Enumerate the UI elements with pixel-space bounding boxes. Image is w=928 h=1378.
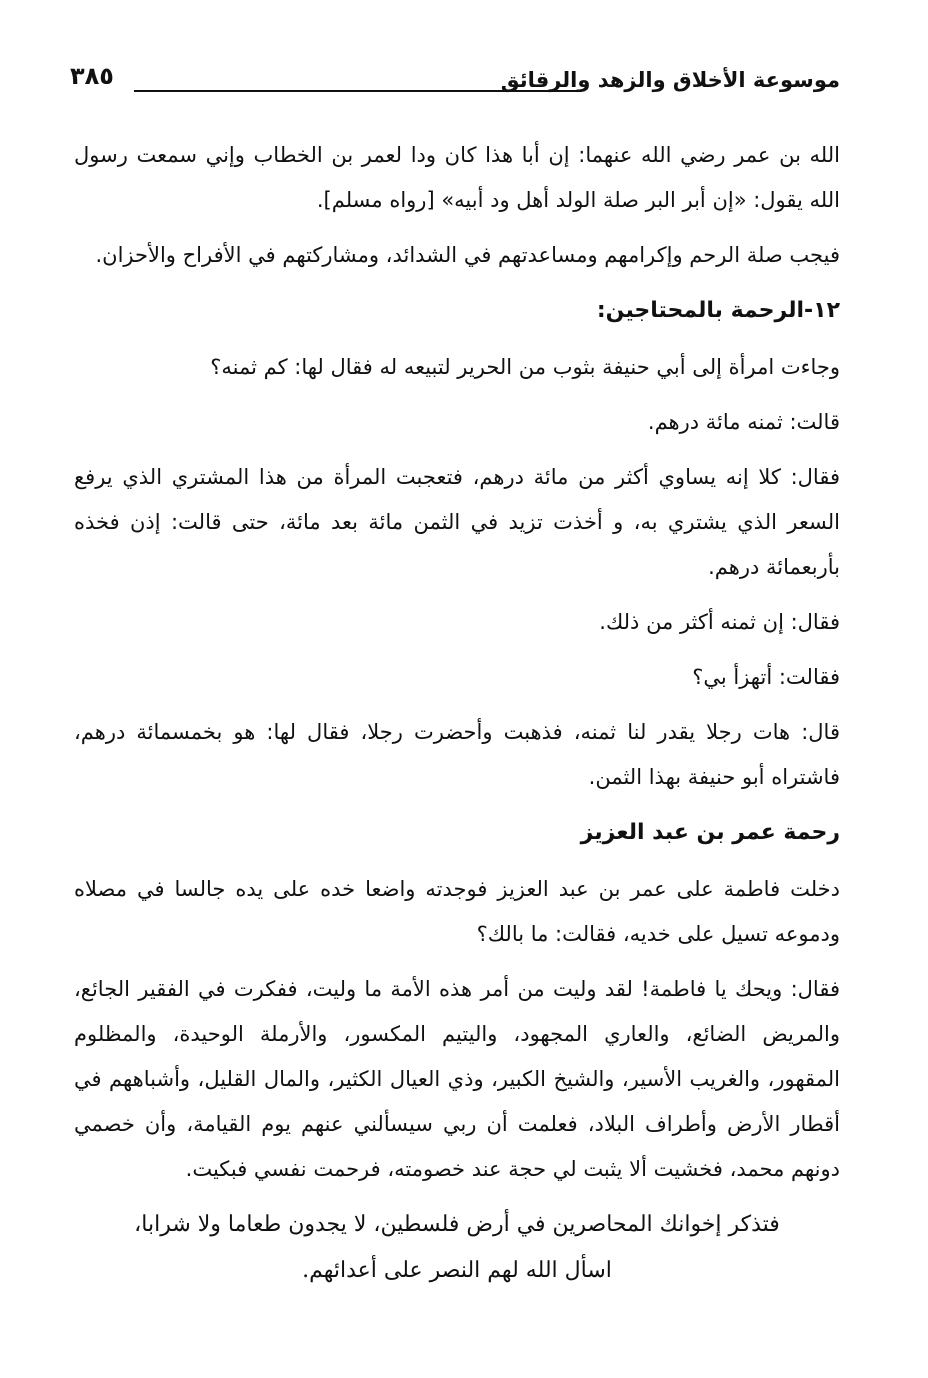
section-heading: رحمة عمر بن عبد العزيز (580, 820, 840, 845)
closing-line: اسأل الله لهم النصر على أعدائهم. (302, 1258, 612, 1283)
paragraph: وجاءت امرأة إلى أبي حنيفة بثوب من الحرير لتبيعه له فقال لها: كم ثمنه؟ (210, 355, 840, 379)
paragraph: فقال: إن ثمنه أكثر من ذلك. (599, 610, 840, 634)
section-heading: ١٢-الرحمة بالمحتاجين: (596, 298, 840, 323)
paragraph: فقالت: أتهزأ بي؟ (692, 665, 840, 689)
book-title: موسوعة الأخلاق والزهد والرقائق (500, 68, 840, 92)
page-number: ٣٨٥ (70, 62, 114, 90)
paragraph: قال: هات رجلا يقدر لنا ثمنه، فذهبت وأحضرت رجلا، فقال لها: هو بخمسمائة درهم، فاشتراه أبو حنيفة بهذا الثمن. (74, 720, 840, 789)
header-rule (134, 90, 582, 92)
running-header (70, 62, 840, 102)
paragraph: الله بن عمر رضي الله عنهما: إن أبا هذا كان ودا لعمر بن الخطاب وإني سمعت رسول الله يقول: «إن أبر البر صلة الولد أهل ود أبيه» [رواه مسلم]. (74, 143, 840, 212)
page-body (74, 133, 840, 1294)
paragraph: فيجب صلة الرحم وإكرامهم ومساعدتهم في الشدائد، ومشاركتهم في الأفراح والأحزان. (95, 243, 840, 267)
paragraph: قالت: ثمنه مائة درهم. (647, 410, 840, 434)
closing-line: فتذكر إخوانك المحاصرين في أرض فلسطين، لا يجدون طعاما ولا شرابا، (134, 1212, 780, 1237)
closing-prayer (74, 1202, 840, 1294)
paragraph: فقال: كلا إنه يساوي أكثر من مائة درهم، فتعجبت المرأة من هذا المشتري الذي يرفع السعر الذي يشتري به، و أخذت تزيد في الثمن مائة بعد مائة، حتى قالت: إذن فخذه بأربعمائة درهم. (74, 465, 840, 579)
paragraph: فقال: ويحك يا فاطمة! لقد وليت من أمر هذه الأمة ما وليت، ففكرت في الفقير الجائع، والمريض الضائع، والعاري المجهود، واليتيم المكسور، والأرملة الوحيدة، والمظلوم المقهور، والغريب الأسير، والشيخ الكبير، وذي العيال الكثير، والمال القليل، وأشباههم في أقطار الأرض وأطراف البلاد، فعلمت أن ربي سيسألني عنهم يوم القيامة، وأن خصمي دونهم محمد، فخشيت ألا يثبت لي حجة عند خصومته، فرحمت نفسي فبكيت. (74, 977, 840, 1181)
paragraph: دخلت فاطمة على عمر بن عبد العزيز فوجدته واضعا خده على يده جالسا في مصلاه ودموعه تسيل على خديه، فقالت: ما بالك؟ (74, 877, 840, 946)
